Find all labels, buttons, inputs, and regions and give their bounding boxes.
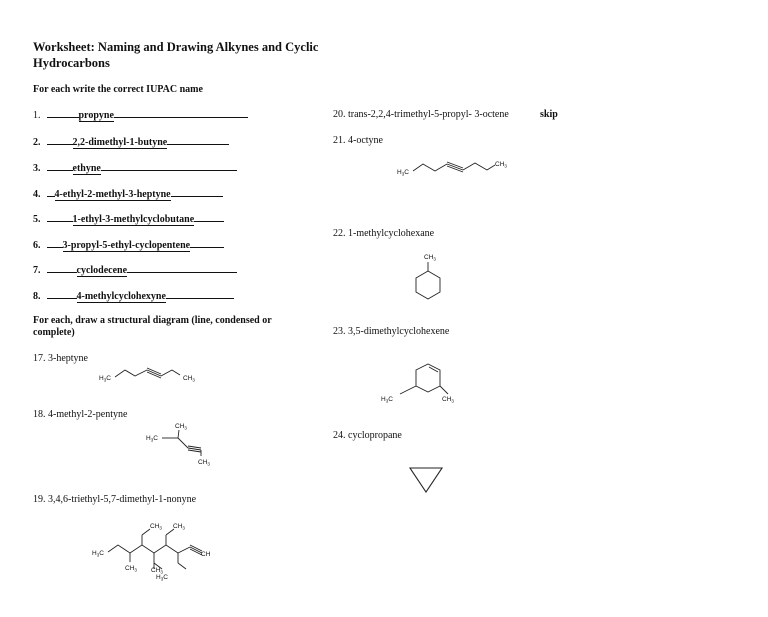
- svg-text:CH3: $CH_3$: [175, 423, 187, 431]
- naming-item-answer: 2,2-dimethyl-1-butyne: [72, 137, 168, 148]
- answer-blank: [167, 135, 229, 145]
- naming-item-answer: 4-ethyl-2-methyl-3-heptyne: [54, 189, 171, 200]
- naming-item: [33, 263, 237, 277]
- svg-text:H3C: $H_3C$: [156, 574, 168, 582]
- question-22: 22. 1-methylcyclohexane: [333, 228, 435, 239]
- question-21: 21. 4-octyne: [333, 135, 383, 146]
- answer-blank: [47, 212, 73, 222]
- naming-item-number: 6.: [33, 240, 41, 251]
- naming-item-number: 1.: [33, 110, 41, 121]
- naming-item: [33, 187, 223, 201]
- svg-text:CH3: $CH_3$: [150, 523, 162, 531]
- answer-blank: [127, 263, 237, 273]
- svg-text:CH3: $CH_3$: [495, 161, 507, 169]
- svg-text:CH3: $CH_3$: [424, 254, 436, 262]
- drawing-instructions: For each, draw a structural diagram (line, condensed or complete): [33, 315, 272, 338]
- answer-blank: [166, 289, 234, 299]
- svg-text:H3C: $H_3C$: [381, 396, 393, 404]
- structure-cyclopropane: [405, 465, 445, 495]
- svg-text:H3C: $H_3C$: [92, 550, 104, 558]
- svg-text:CH3: $CH_3$: [173, 523, 185, 531]
- svg-text:CH3: $CH_3$: [442, 396, 454, 404]
- naming-item: [33, 238, 224, 252]
- naming-item-number: 4.: [33, 189, 41, 200]
- structure-3-5-dimethylcyclohexene: [378, 358, 468, 408]
- structure-3-4-6-triethyl-5-7-dimethyl-1-nonyne: [88, 517, 228, 583]
- question-19: 19. 3,4,6-triethyl-5,7-dimethyl-1-nonyne: [33, 494, 197, 505]
- naming-item-number: 8.: [33, 291, 41, 302]
- answer-blank: [47, 187, 55, 197]
- question-17: 17. 3-heptyne: [33, 353, 88, 364]
- svg-text:CH: CH: [201, 551, 211, 558]
- naming-item-answer: propyne: [78, 110, 114, 121]
- naming-item-answer: cyclodecene: [76, 265, 128, 276]
- naming-item-number: 2.: [33, 137, 41, 148]
- answer-blank: [47, 238, 63, 248]
- naming-item: [33, 135, 229, 149]
- naming-item-answer: 3-propyl-5-ethyl-cyclopentene: [62, 240, 191, 251]
- svg-text:H3C: $H_3C$: [397, 169, 409, 177]
- naming-item-answer: 1-ethyl-3-methylcyclobutane: [72, 214, 195, 225]
- svg-text:CH3: $CH_3$: [125, 565, 137, 573]
- naming-item-answer: ethyne: [72, 163, 101, 174]
- structure-4-octyne: [395, 155, 515, 179]
- svg-text:CH3: $CH_3$: [151, 567, 163, 575]
- svg-text:CH3: $CH_3$: [183, 375, 195, 383]
- naming-item: [33, 108, 248, 122]
- naming-item-answer: 4-methylcyclohexyne: [76, 291, 166, 302]
- naming-item-number: 7.: [33, 265, 41, 276]
- naming-item: [33, 212, 224, 226]
- answer-blank: [47, 135, 73, 145]
- structure-1-methylcyclohexane: [408, 250, 448, 302]
- answer-blank: [47, 263, 77, 273]
- answer-blank: [171, 187, 223, 197]
- naming-item-number: 5.: [33, 214, 41, 225]
- naming-item-number: 3.: [33, 163, 41, 174]
- structure-3-heptyne: [95, 362, 205, 386]
- answer-blank: [101, 161, 237, 171]
- svg-text:CH3: $CH_3$: [198, 459, 210, 467]
- question-23: 23. 3,5-dimethylcyclohexene: [333, 326, 450, 337]
- svg-text:H3C: $H_3C$: [99, 375, 111, 383]
- question-24: 24. cyclopropane: [333, 430, 402, 441]
- naming-item: [33, 289, 234, 303]
- svg-text:H3C: $H_3C$: [146, 435, 158, 443]
- answer-blank: [190, 238, 224, 248]
- question-20: 20. trans-2,2,4-trimethyl-5-propyl- 3-octene: [333, 109, 509, 120]
- question-18: 18. 4-methyl-2-pentyne: [33, 409, 128, 420]
- question-20-note: skip: [540, 109, 558, 120]
- structure-4-methyl-2-pentyne: [143, 418, 223, 470]
- worksheet-title: Worksheet: Naming and Drawing Alkynes and Cyclic Hydrocarbons: [33, 40, 319, 70]
- naming-instructions: For each write the correct IUPAC name: [33, 84, 203, 95]
- answer-blank: [47, 289, 77, 299]
- answer-blank: [47, 161, 73, 171]
- naming-item: [33, 161, 237, 175]
- answer-blank: [47, 108, 79, 118]
- answer-blank: [194, 212, 224, 222]
- answer-blank: [114, 108, 248, 118]
